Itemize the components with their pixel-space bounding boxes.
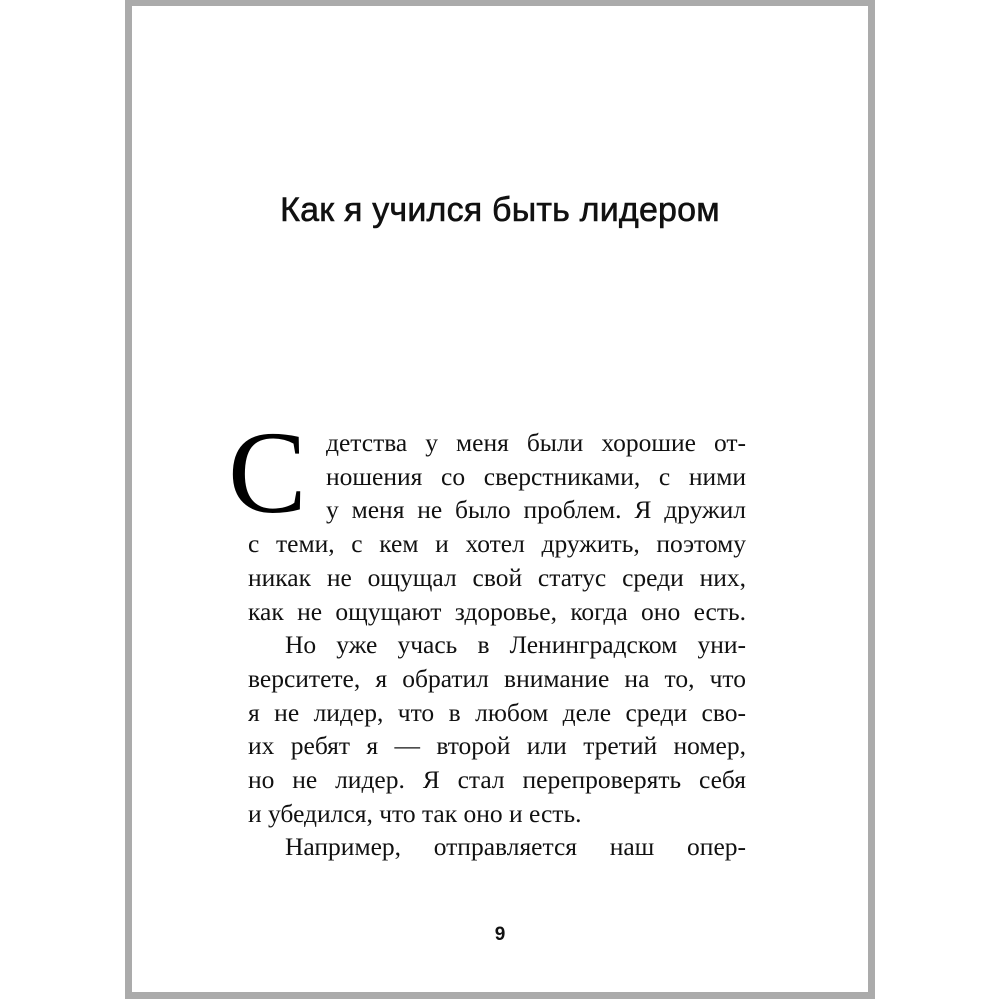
text-line: ношения со сверстниками, с ними [326, 461, 746, 491]
text-line: верситете, я обратил внимание на то, что [248, 663, 746, 693]
text-line: с теми, с кем и хотел дружить, поэтому [248, 529, 746, 559]
text-line: но не лидер. Я стал перепроверять себя [248, 765, 746, 795]
text-line: Например, отправляется наш опер- [285, 832, 746, 862]
page-number: 9 [494, 924, 506, 945]
body-text [228, 407, 746, 864]
text-line: никак не ощущал свой статус среди них, [248, 562, 746, 592]
drop-cap: С [228, 407, 307, 538]
text-line: Но уже учась в Ленинградском уни- [285, 630, 746, 660]
text-line: как не ощущают здоровье, когда оно есть. [248, 596, 746, 626]
text-line: и убедился, что так оно и есть. [248, 798, 582, 828]
text-line: я не лидер, что в любом деле среди сво- [248, 697, 746, 727]
text-line: детства у меня были хорошие от- [326, 428, 746, 457]
text-line: их ребят я — второй или третий номер, [248, 731, 746, 761]
chapter-title: Как я учился быть лидером [280, 190, 720, 229]
text-line: у меня не было проблем. Я дружил [326, 495, 746, 525]
book-page [125, 0, 875, 999]
